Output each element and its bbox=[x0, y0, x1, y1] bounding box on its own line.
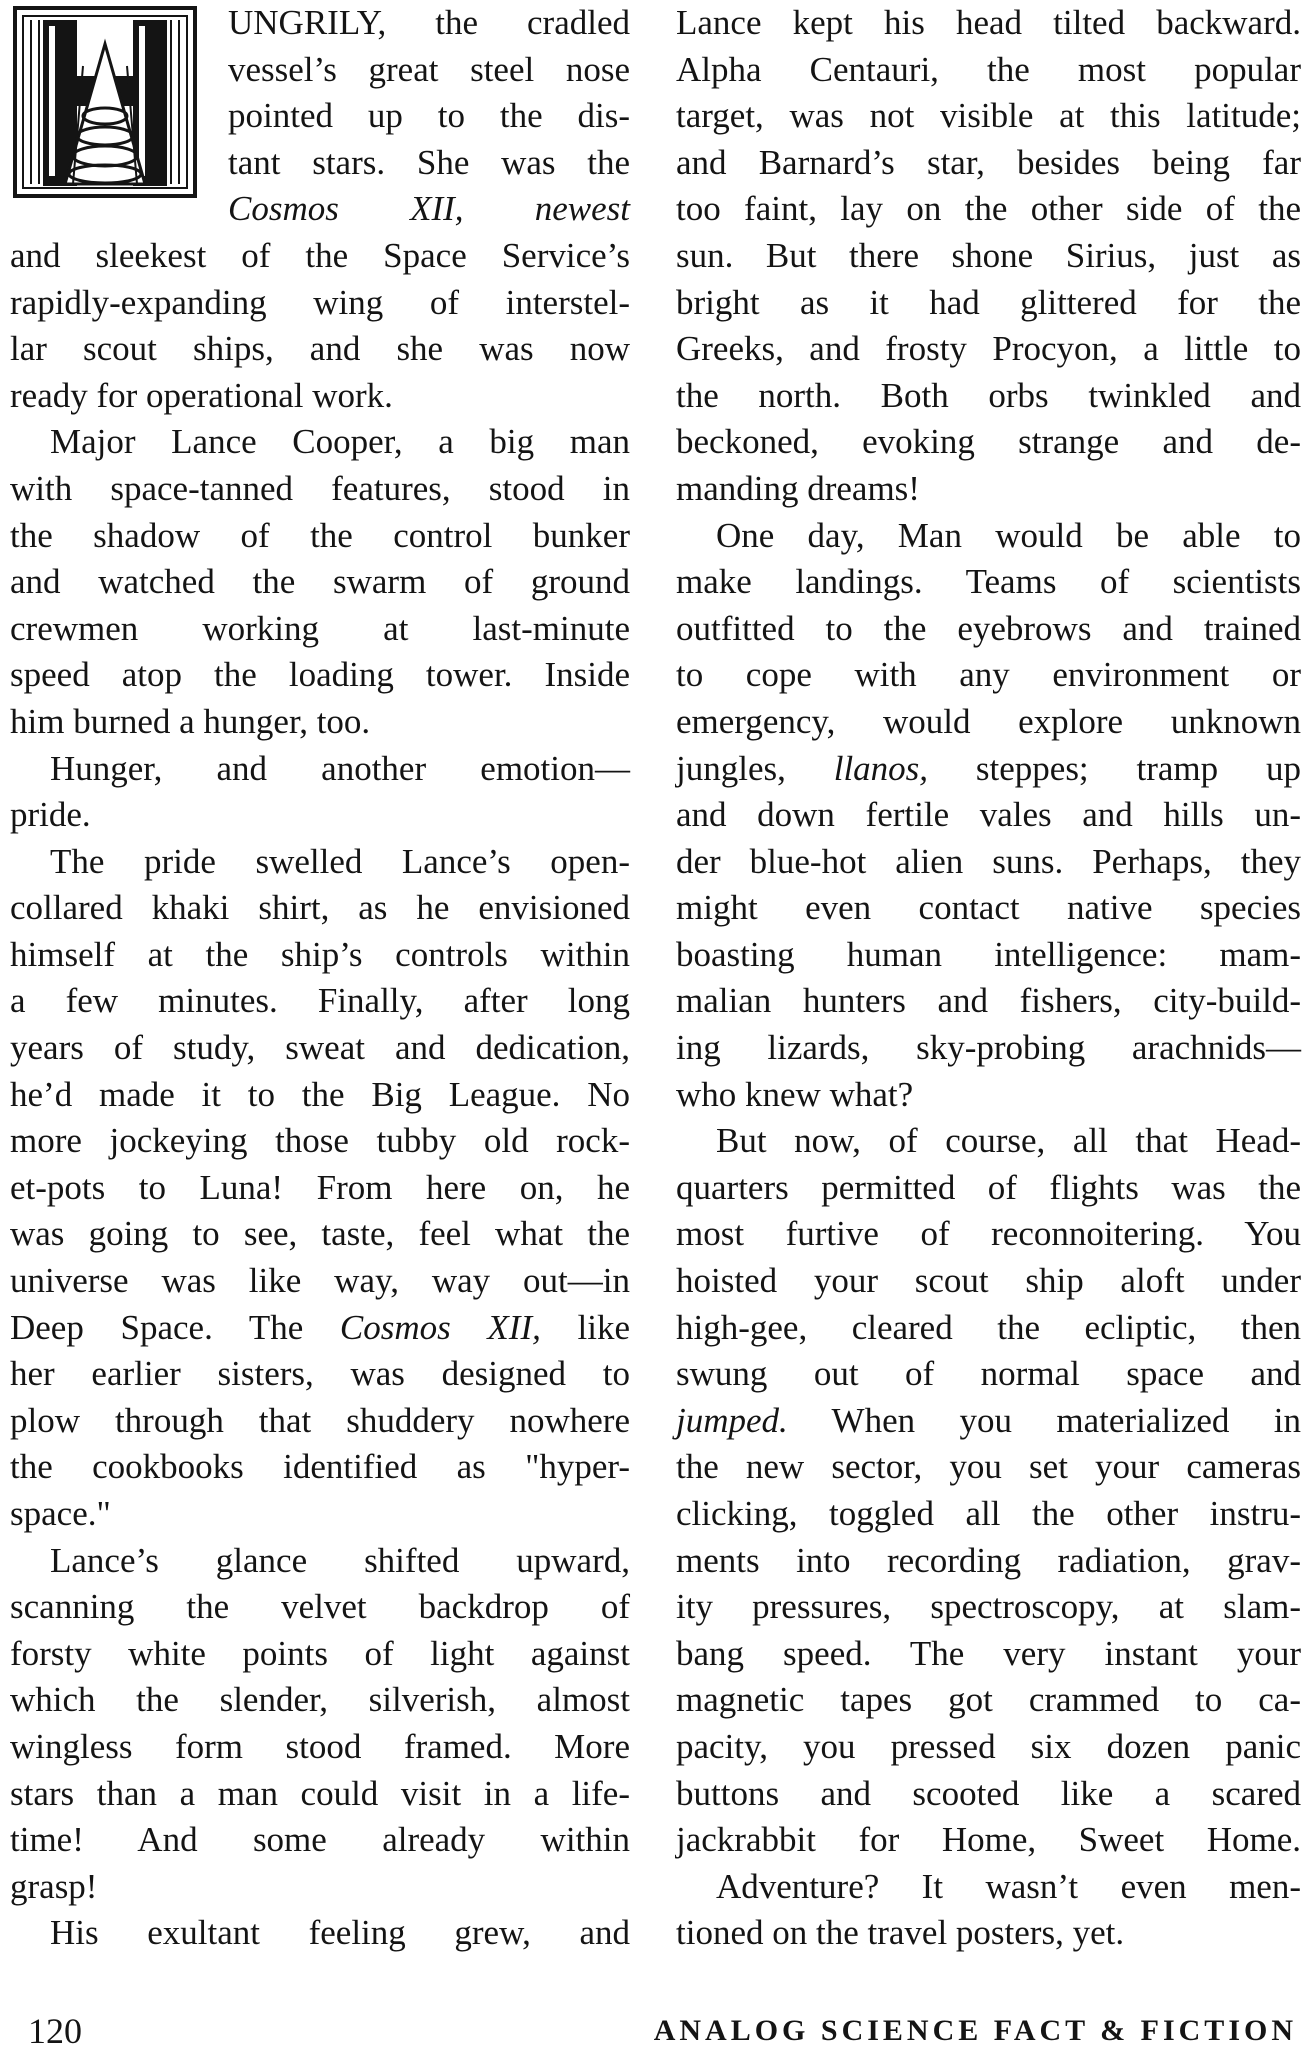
text-line: But now, of course, all that Head- bbox=[716, 1121, 1301, 1161]
text-line: high-gee, cleared the ecliptic, then bbox=[676, 1307, 1301, 1347]
text-line: the north. Both orbs twinkled and bbox=[676, 375, 1301, 415]
text-line: forsty white points of light against bbox=[10, 1633, 630, 1673]
text-line: her earlier sisters, was designed to bbox=[10, 1354, 630, 1394]
text-line: which the slender, silverish, almost bbox=[10, 1680, 630, 1720]
text-line: the shadow of the control bunker bbox=[10, 515, 630, 555]
text-line: was going to see, taste, feel what the bbox=[10, 1214, 630, 1254]
text-line: time! And some already within bbox=[10, 1820, 630, 1860]
text-line: Lance’s glance shifted upward, bbox=[50, 1540, 630, 1580]
text-line: he’d made it to the Big League. No bbox=[10, 1074, 630, 1114]
text-line: manding dreams! bbox=[676, 468, 920, 508]
text-line: Major Lance Cooper, a big man bbox=[50, 422, 630, 462]
text-line: buttons and scooted like a scared bbox=[676, 1773, 1301, 1813]
text-line: and watched the swarm of ground bbox=[10, 562, 630, 602]
text-line: emergency, would explore unknown bbox=[676, 701, 1301, 741]
text-line: the cookbooks identified as "hyper- bbox=[10, 1447, 630, 1487]
text-line: The pride swelled Lance’s open- bbox=[50, 841, 630, 881]
text-line: most furtive of reconnoitering. You bbox=[676, 1214, 1301, 1254]
page-number: 120 bbox=[28, 2011, 82, 2051]
text-line: pacity, you pressed six dozen panic bbox=[676, 1726, 1301, 1766]
text-line: and down fertile vales and hills un- bbox=[676, 795, 1301, 835]
text-line: Lance kept his head tilted backward. bbox=[676, 3, 1301, 42]
text-line: target, was not visible at this latitude; bbox=[676, 96, 1301, 136]
text-line: jackrabbit for Home, Sweet Home. bbox=[676, 1820, 1301, 1860]
text-line: sun. But there shone Sirius, just as bbox=[676, 235, 1301, 275]
text-line: pointed up to the dis- bbox=[228, 96, 630, 136]
text-line: Adventure? It wasn’t even men- bbox=[716, 1866, 1301, 1906]
text-line: ing lizards, sky-probing arachnids— bbox=[676, 1028, 1301, 1068]
text-line: clicking, toggled all the other instru- bbox=[676, 1494, 1301, 1533]
text-line: scanning the velvet backdrop of bbox=[10, 1587, 630, 1627]
text-line: him burned a hunger, too. bbox=[10, 701, 371, 741]
left-column bbox=[10, 0, 630, 1957]
text-line: UNGRILY, the cradled bbox=[228, 3, 630, 42]
text-line: might even contact native species bbox=[676, 888, 1301, 928]
text-line: to cope with any environment or bbox=[676, 655, 1301, 695]
running-title: ANALOG SCIENCE FACT & FICTION bbox=[653, 2014, 1297, 2047]
text-line: bang speed. The very instant your bbox=[676, 1633, 1301, 1673]
text-line: and sleekest of the Space Service’s bbox=[10, 235, 630, 275]
text-line: bright as it had glittered for the bbox=[676, 282, 1301, 322]
text-line: Alpha Centauri, the most popular bbox=[676, 49, 1301, 89]
text-line: too faint, lay on the other side of the bbox=[676, 189, 1301, 229]
text-line: der blue-hot alien suns. Perhaps, they bbox=[676, 841, 1301, 881]
text-line: rapidly-expanding wing of interstel- bbox=[10, 282, 630, 322]
text-line: Cosmos XII, newest bbox=[228, 189, 630, 229]
text-line: speed atop the loading tower. Inside bbox=[10, 655, 630, 695]
text-line: ity pressures, spectroscopy, at slam- bbox=[676, 1587, 1301, 1627]
text-line: wingless form stood framed. More bbox=[10, 1726, 630, 1766]
text-line: stars than a man could visit in a life- bbox=[10, 1773, 630, 1813]
text-line: years of study, sweat and dedication, bbox=[10, 1028, 630, 1068]
text-line: ments into recording radiation, grav- bbox=[676, 1540, 1301, 1580]
text-line: grasp! bbox=[10, 1866, 98, 1906]
text-line: crewmen working at last-minute bbox=[10, 608, 630, 648]
text-line: make landings. Teams of scientists bbox=[676, 562, 1301, 602]
text-line: magnetic tapes got crammed to ca- bbox=[676, 1680, 1301, 1720]
text-line: One day, Man would be able to bbox=[716, 515, 1301, 555]
text-line: universe was like way, way out—in bbox=[10, 1261, 630, 1301]
text-line: His exultant feeling grew, and bbox=[50, 1913, 630, 1953]
text-line: tant stars. She was the bbox=[228, 142, 630, 182]
text-line: jungles, llanos, steppes; tramp up bbox=[676, 748, 1301, 788]
text-line: with space-tanned features, stood in bbox=[10, 468, 630, 508]
text-line: the new sector, you set your cameras bbox=[676, 1447, 1301, 1487]
text-line: collared khaki shirt, as he envisioned bbox=[10, 888, 630, 928]
text-line: a few minutes. Finally, after long bbox=[10, 981, 630, 1021]
text-line: beckoned, evoking strange and de- bbox=[676, 422, 1301, 462]
text-line: plow through that shuddery nowhere bbox=[10, 1400, 630, 1440]
text-line: swung out of normal space and bbox=[676, 1354, 1301, 1394]
text-line: outfitted to the eyebrows and trained bbox=[676, 608, 1301, 648]
text-line: vessel’s great steel nose bbox=[228, 49, 630, 89]
right-column bbox=[676, 0, 1301, 1957]
text-line: space." bbox=[10, 1494, 111, 1533]
text-line: tioned on the travel posters, yet. bbox=[676, 1913, 1125, 1953]
text-line: Hunger, and another emotion— bbox=[50, 748, 630, 788]
text-line: lar scout ships, and she was now bbox=[10, 329, 630, 369]
text-line: ready for operational work. bbox=[10, 375, 393, 415]
text-line: Deep Space. The Cosmos XII, like bbox=[10, 1307, 630, 1347]
text-line: and Barnard’s star, besides being far bbox=[676, 142, 1301, 182]
text-line: himself at the ship’s controls within bbox=[10, 934, 630, 974]
text-line: hoisted your scout ship aloft under bbox=[676, 1261, 1301, 1301]
text-line: malian hunters and fishers, city-build- bbox=[676, 981, 1301, 1021]
text-line: boasting human intelligence: mam- bbox=[676, 934, 1301, 974]
text-line: jumped. When you materialized in bbox=[676, 1400, 1301, 1440]
text-line: quarters permitted of flights was the bbox=[676, 1167, 1301, 1207]
text-line: more jockeying those tubby old rock- bbox=[10, 1121, 630, 1161]
text-line: Greeks, and frosty Procyon, a little to bbox=[676, 329, 1301, 369]
text-line: who knew what? bbox=[676, 1074, 914, 1114]
page-footer bbox=[0, 2006, 1315, 2056]
text-line: pride. bbox=[10, 795, 91, 835]
text-line: et-pots to Luna! From here on, he bbox=[10, 1167, 630, 1207]
